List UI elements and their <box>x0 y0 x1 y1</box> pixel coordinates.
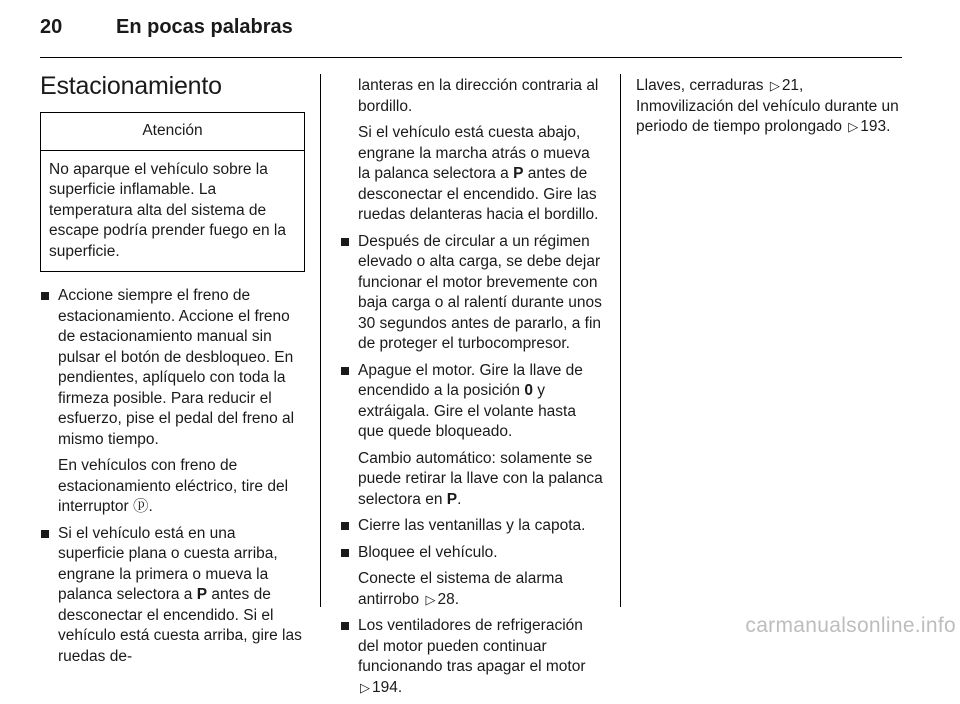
bullet-square-icon <box>341 622 349 630</box>
bullet-square-icon <box>41 530 49 538</box>
bullet-list-col1 <box>40 286 305 667</box>
page-reference[interactable]: 21, Inmovilización del vehículo durante un periodo de tiempo prolongado <box>636 77 899 135</box>
column-2 <box>340 76 605 704</box>
text-span: En vehículos con freno de estacionamiento eléctrico, tire del interruptor <box>58 457 289 515</box>
text-span: Los ventiladores de refrigeración del motor pueden continuar funcionando tras apagar el motor <box>358 617 586 675</box>
bullet-square-icon <box>41 292 49 300</box>
text-span: Si el vehículo está cuesta abajo, engrane la marcha atrás o mueva la palanca selectora a <box>358 124 590 182</box>
text-span: Si el vehículo está en una superficie plana o cuesta arriba, engrane la primera o mueva la palanca selectora a <box>58 524 278 603</box>
warning-box <box>40 112 305 272</box>
watermark: carmanualsonline.info <box>745 614 956 637</box>
list-item <box>340 361 605 511</box>
list-item-text: Cierre las ventanillas y la capota. <box>358 517 586 534</box>
page-reference-arrow-icon: ▷ <box>425 591 436 607</box>
page-reference[interactable]: 193. <box>860 118 891 135</box>
list-item-text: Después de circular a un régimen elevado o alta carga, se debe dejar funcionar el motor brevemente con baja carga o al ralentí durante unos 30 segundos antes de pararlo, a fin de proteger el turbocompresor. <box>358 232 602 352</box>
text-span: antes de desconectar el encendido. Gire las ruedas delanteras hacia el bordillo. <box>358 165 599 223</box>
bullet-square-icon <box>341 238 349 246</box>
warning-heading: Atención <box>41 113 304 151</box>
gear-label: P <box>513 165 524 182</box>
list-item-text: lanteras en la dirección contraria al bordillo. <box>358 77 599 115</box>
list-item <box>340 516 605 537</box>
running-title: En pocas palabras <box>116 16 293 38</box>
warning-body: No aparque el vehículo sobre la superficie inflamable. La temperatura alta del sistema de escape podría prender fuego en la superficie. <box>49 160 286 260</box>
list-item-text <box>358 123 605 226</box>
text-span: Conecte el sistema de alarma antirrobo <box>358 570 564 608</box>
page-number: 20 <box>40 16 63 38</box>
page-reference-arrow-icon: ▷ <box>360 679 370 695</box>
list-item <box>40 286 305 518</box>
text-span: Apague el motor. Gire la llave de encendido a la posición <box>358 361 583 399</box>
list-item-text <box>58 456 305 518</box>
list-item-text <box>358 449 605 511</box>
list-item-text <box>358 616 605 698</box>
list-item <box>340 616 605 698</box>
list-item-text: Accione siempre el freno de estacionamiento. Accione el freno de estacionamiento manual sin pulsar el botón de desbloqueo. En pendientes, aplíquelo con toda la firmeza posible. Para reducir el esfuerzo, pise el pedal del freno al mismo tiempo. <box>58 287 295 448</box>
bullet-square-icon <box>341 549 349 557</box>
text-span: antes de desconectar el encendido. Si el vehículo está cuesta arriba, gire las ruedas de- <box>58 586 302 665</box>
text-span: . <box>148 498 153 515</box>
column-separator-2 <box>620 74 621 607</box>
list-item <box>340 232 605 355</box>
bullet-square-icon <box>341 522 349 530</box>
list-item-text: Bloquee el vehículo. <box>358 543 498 561</box>
position-label: 0 <box>524 382 533 399</box>
list-item-text <box>358 361 605 443</box>
bullet-list-col2 <box>340 232 605 699</box>
list-item <box>40 524 305 668</box>
list-item-text <box>58 524 305 668</box>
continued-text <box>340 76 605 226</box>
text-span: y extráigala. Gire el volante hasta que quede bloqueado. <box>358 382 576 440</box>
parking-brake-icon: ⓟ <box>132 498 149 515</box>
column-separator-1 <box>320 74 321 607</box>
column-3 <box>636 76 901 138</box>
gear-label: P <box>196 586 208 603</box>
page-header <box>40 16 902 46</box>
page-reference-arrow-icon: ▷ <box>769 78 780 93</box>
column-1 <box>40 70 305 673</box>
gear-label: P <box>446 490 458 508</box>
cross-reference-text <box>636 76 901 138</box>
page-reference-arrow-icon: ▷ <box>848 119 859 134</box>
text-span: Cambio automático: solamente se puede retirar la llave con la palanca selectora en <box>358 449 603 508</box>
page-reference[interactable]: 28. <box>437 590 460 608</box>
list-item-text <box>358 569 605 610</box>
header-rule <box>40 57 902 58</box>
text-span: Llaves, cerraduras <box>636 77 768 94</box>
text-span: . <box>457 490 462 508</box>
section-title: Estacionamiento <box>40 72 222 100</box>
list-item <box>340 543 605 611</box>
page-reference[interactable]: 194. <box>372 678 403 696</box>
bullet-square-icon <box>341 367 349 375</box>
